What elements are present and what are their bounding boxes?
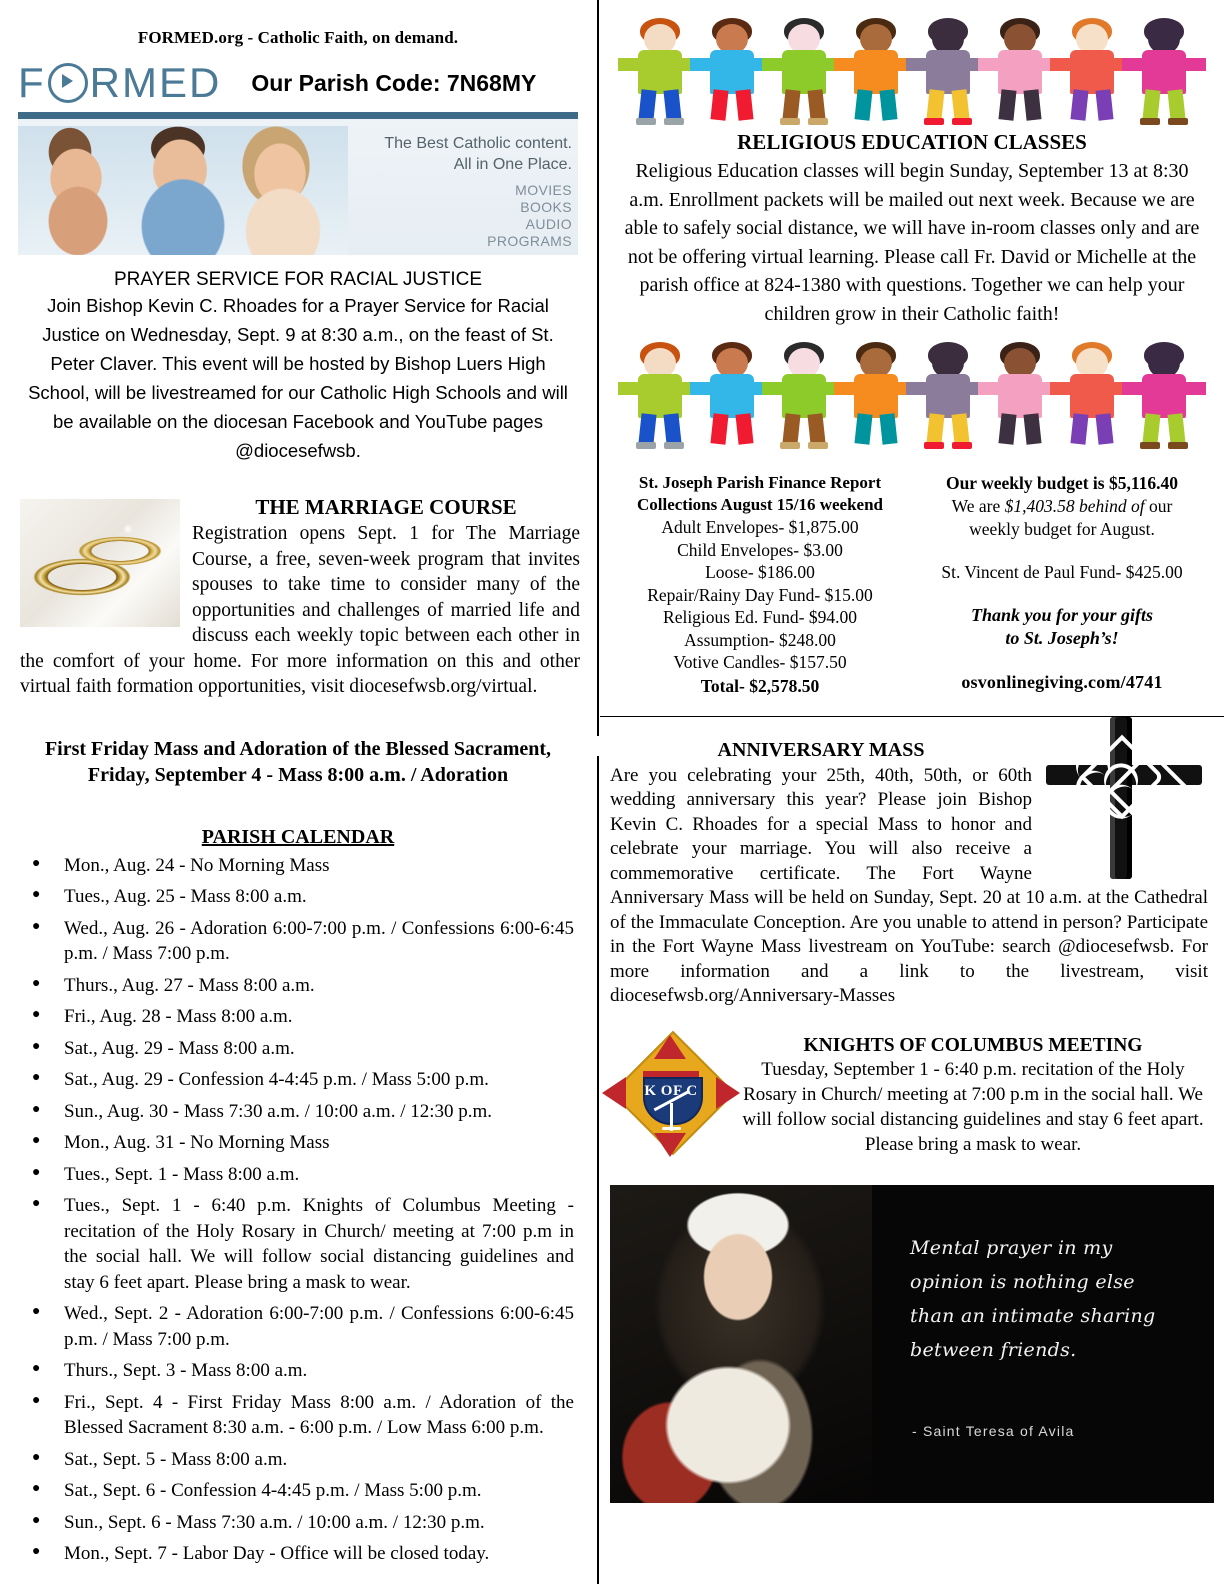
knights-of-columbus-text (730, 1035, 1212, 1157)
anniversary-mass-body: Are you celebrating your 25th, 40th, 50th, or 60th wedding anniversary this year? Please join Bishop Kevin C. Rhoades for a special Mass to honor and celebrate your marriage. You will also receive a commemorative certificate. The Fort Wayne Anniversary Mass will be held on Sunday, Sept. 20 at 10 a.m. at the Cathedral of the Immaculate Conception. Are you unable to attend in person? Participate in the Fort Wayne Mass livestream on YouTube: search @diocesefwsb. For more information and a link to the livestream, visit diocesefwsb.org/Anniversary-Masses (610, 764, 1208, 1006)
finance-line: Assumption- $248.00 (684, 629, 836, 650)
marriage-course-title: THE MARRIAGE COURSE (255, 495, 517, 519)
list-item: ● Tues., Sept. 1 - Mass 8:00 a.m. (18, 1162, 574, 1188)
quote-attribution: - Saint Teresa of Avila (912, 1422, 1075, 1439)
thank-you-line1: Thank you for your gifts (970, 605, 1154, 625)
knights-of-columbus-section (600, 1035, 1224, 1171)
list-item: ● Fri., Aug. 28 - Mass 8:00 a.m. (18, 1004, 574, 1030)
left-column (0, 0, 596, 1584)
finance-title-line2: Collections August 15/16 weekend (636, 495, 884, 514)
parish-calendar-title: PARISH CALENDAR (201, 825, 395, 848)
list-item: ● Mon., Aug. 24 - No Morning Mass (18, 853, 574, 879)
formed-logo-rmed: RMED (89, 59, 222, 106)
anniversary-mass-title: ANNIVERSARY MASS (717, 738, 925, 761)
paper-doll-7 (1056, 18, 1128, 126)
formed-logo (18, 59, 222, 106)
paper-doll-7 (1056, 342, 1128, 450)
list-item: ● Thurs., Aug. 27 - Mass 8:00 a.m. (18, 973, 574, 999)
column-divider-top (597, 0, 599, 736)
list-item: ● Wed., Sept. 2 - Adoration 6:00-7:00 p.m. / Confessions 6:00-6:45 p.m. / Mass 7:00 p.m. (18, 1301, 574, 1352)
first-friday-notice: First Friday Mass and Adoration of the Blessed Sacrament, Friday, September 4 - Mass 8:00 a.m. / Adoration (44, 737, 552, 786)
finance-report-section (600, 472, 1224, 698)
religious-education-title: RELIGIOUS EDUCATION CLASSES (737, 130, 1087, 154)
formed-item-books: BOOKS (520, 199, 572, 215)
paper-doll-2 (696, 342, 768, 450)
budget-behind-suffix: our (1144, 496, 1173, 516)
budget-behind-line1 (910, 495, 1214, 518)
list-item: ● Wed., Aug. 26 - Adoration 6:00-7:00 p.m. / Confessions 6:00-6:45 p.m. / Mass 7:00 p.m. (18, 916, 574, 967)
budget-behind-line2: weekly budget for August. (969, 519, 1155, 539)
budget-behind-amount: $1,403.58 behind of (1004, 496, 1145, 516)
formed-banner-line2: All in One Place. (453, 156, 572, 173)
formed-header-row (0, 48, 596, 104)
formed-banner-items (342, 182, 572, 250)
list-item: ● Fri., Sept. 4 - First Friday Mass 8:00 a.m. / Adoration of the Blessed Sacrament 8:30 a.m. - 6:00 p.m. / Low Mass 6:00 p.m. (18, 1390, 574, 1441)
marriage-course-text: Registration opens Sept. 1 for The Marriage Course, a free, seven-week program that invites spouses to take time to consider many of the opportunities and challenges of married life and discuss each weekly topic between each other in the comfort of your home. For more information on this and other virtual faith formation opportunities, visit diocesefwsb.org/virtual. (20, 523, 580, 697)
thank-you-line2: to St. Joseph’s! (1005, 628, 1119, 648)
play-circle-icon (48, 63, 88, 103)
online-giving-url[interactable]: osvonlinegiving.com/4741 (961, 672, 1163, 692)
paper-doll-6 (984, 342, 1056, 450)
list-item: ● Tues., Aug. 25 - Mass 8:00 a.m. (18, 884, 574, 910)
religious-education-body: Religious Education classes will begin Sunday, September 13 at 8:30 a.m. Enrollment packets will be mailed out next week. Because we are able to safely social distance, we will have in-room classes only and are not be offering virtual learning. Please call Fr. David or Michelle at the parish office at 824-1380 with questions. Together we can help your children grow in their Catholic faith! (624, 160, 1200, 325)
paper-doll-chain-top (615, 14, 1209, 126)
weekly-budget-headline: Our weekly budget is $5,116.40 (945, 473, 1179, 493)
formed-tagline: FORMED.org - Catholic Faith, on demand. (137, 28, 459, 47)
wedding-rings-image (20, 499, 180, 627)
marriage-course-section (0, 495, 596, 700)
quote-text: Mental prayer in my opinion is nothing else than an intimate sharing between friends. (910, 1236, 1156, 1361)
paper-doll-1 (624, 342, 696, 450)
cross-with-hearts-icon (1040, 713, 1208, 881)
budget-summary (910, 472, 1214, 698)
column-divider-bottom (597, 756, 599, 1584)
teresa-of-avila-quote-image (610, 1185, 1214, 1503)
paper-doll-5 (912, 18, 984, 126)
finance-line: Adult Envelopes- $1,875.00 (661, 517, 859, 537)
anniversary-mass-section (600, 739, 1224, 1009)
formed-banner-image (18, 112, 578, 255)
formed-banner-text (342, 133, 572, 250)
list-item: ● Mon., Sept. 7 - Labor Day - Office will be closed today. (18, 1541, 574, 1567)
prayer-service-body: Join Bishop Kevin C. Rhoades for a Prayer Service for Racial Justice on Wednesday, Sept. 9 at 8:30 a.m., on the feast of St. Peter Claver. This event will be hosted by Bishop Luers High School, will be livestreamed for our Catholic High Schools and will be available on the diocesan Facebook and YouTube pages @diocesefwsb. (28, 295, 568, 461)
finance-title-line1: St. Joseph Parish Finance Report (638, 473, 882, 492)
list-item: ● Mon., Aug. 31 - No Morning Mass (18, 1130, 574, 1156)
formed-item-audio: AUDIO (525, 216, 572, 232)
paper-doll-6 (984, 18, 1056, 126)
paper-doll-4 (840, 18, 912, 126)
kofc-emblem-label: K OF C (644, 1082, 698, 1099)
finance-total: Total- $2,578.50 (700, 675, 820, 696)
parish-calendar-list (0, 853, 596, 1567)
paper-doll-8 (1128, 342, 1200, 450)
knights-of-columbus-title: KNIGHTS OF COLUMBUS MEETING (803, 1034, 1143, 1056)
knights-of-columbus-emblem-icon (612, 1041, 730, 1171)
finance-line: Religious Ed. Fund- $94.00 (663, 607, 857, 627)
paper-doll-5 (912, 342, 984, 450)
list-item: ● Sat., Sept. 5 - Mass 8:00 a.m. (18, 1447, 574, 1473)
finance-line: Votive Candles- $157.50 (673, 652, 847, 672)
parish-code: Our Parish Code: 7N68MY (251, 69, 537, 96)
list-item: ● Sat., Sept. 6 - Confession 4-4:45 p.m. / Mass 5:00 p.m. (18, 1478, 574, 1504)
formed-logo-f: F (18, 59, 46, 106)
list-item: ● Thurs., Sept. 3 - Mass 8:00 a.m. (18, 1358, 574, 1384)
right-column (600, 0, 1224, 1584)
list-item: ● Tues., Sept. 1 - 6:40 p.m. Knights of Columbus Meeting - recitation of the Holy Rosary in Church/ meeting at 7:00 p.m in the social hall. We will follow social distancing guidelines and stay 6 feet apart. Please bring a mask to wear. (18, 1193, 574, 1295)
finance-collections (610, 472, 910, 698)
paper-doll-chain-bottom (615, 338, 1209, 450)
list-item: ● Sun., Sept. 6 - Mass 7:30 a.m. / 10:00 a.m. / 12:30 p.m. (18, 1510, 574, 1536)
finance-line: Child Envelopes- $3.00 (677, 539, 843, 560)
formed-item-movies: MOVIES (515, 182, 572, 198)
list-item: ● Sat., Aug. 29 - Mass 8:00 a.m. (18, 1036, 574, 1062)
knights-of-columbus-body: Tuesday, September 1 - 6:40 p.m. recitation of the Holy Rosary in Church/ meeting at 7:00 p.m in the social hall. We will follow social distancing guidelines and stay 6 feet apart. Please bring a mask to wear. (742, 1058, 1204, 1155)
svdp-fund-line: St. Vincent de Paul Fund- $425.00 (941, 562, 1183, 582)
prayer-service-title: PRAYER SERVICE FOR RACIAL JUSTICE (113, 269, 483, 290)
finance-line: Repair/Rainy Day Fund- $15.00 (647, 584, 873, 605)
paper-doll-8 (1128, 18, 1200, 126)
paper-doll-2 (696, 18, 768, 126)
finance-line: Loose- $186.00 (705, 562, 815, 582)
formed-banner-line1: The Best Catholic content. (384, 135, 572, 152)
list-item: ● Sat., Aug. 29 - Confession 4-4:45 p.m. / Mass 5:00 p.m. (18, 1067, 574, 1093)
paper-doll-1 (624, 18, 696, 126)
formed-item-programs: PROGRAMS (487, 233, 572, 249)
list-item: ● Sun., Aug. 30 - Mass 7:30 a.m. / 10:00 a.m. / 12:30 p.m. (18, 1099, 574, 1125)
budget-behind-prefix: We are (951, 496, 1005, 516)
paper-doll-4 (840, 342, 912, 450)
saint-teresa-portrait (610, 1185, 872, 1503)
paper-doll-3 (768, 18, 840, 126)
paper-doll-3 (768, 342, 840, 450)
formed-family-photo (18, 126, 348, 255)
